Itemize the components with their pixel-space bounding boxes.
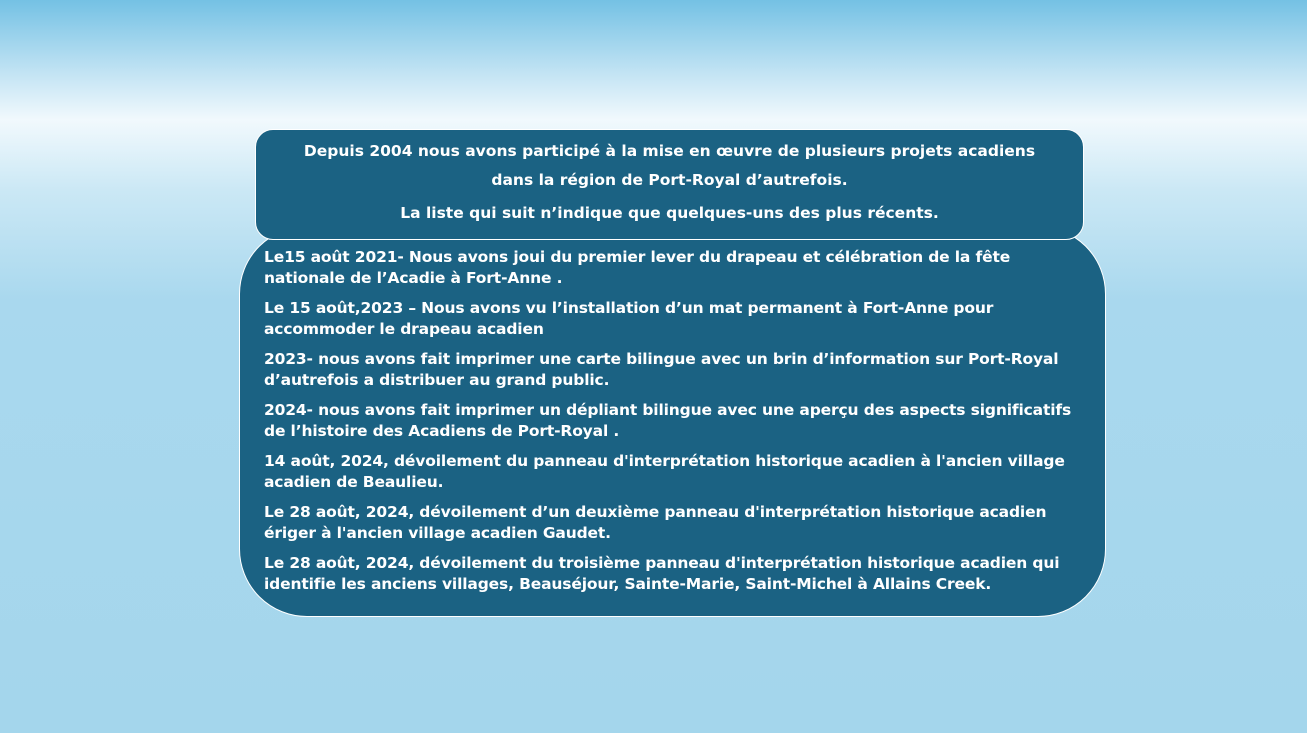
- list-item: 2024- nous avons fait imprimer un dépliant bilingue avec une aperçu des aspects significatifs de l’histoire des Acadiens de Port-Royal .: [264, 401, 1072, 440]
- intro-line-1: Depuis 2004 nous avons participé à la mise en œuvre de plusieurs projets acadiens: [303, 142, 1036, 160]
- projects-list: [264, 247, 1084, 604]
- intro-line-2: dans la région de Port-Royal d’autrefois.: [491, 171, 848, 189]
- list-item: Le 28 août, 2024, dévoilement d’un deuxième panneau d'interprétation historique acadien ériger à l'ancien village acadien Gaudet.: [264, 503, 1047, 542]
- list-item: 2023- nous avons fait imprimer une carte bilingue avec un brin d’information sur Port-Royal d’autrefois a distribuer au grand public.: [264, 350, 1059, 389]
- intro-line-3: La liste qui suit n’indique que quelques-uns des plus récents.: [400, 204, 939, 222]
- list-item: 14 août, 2024, dévoilement du panneau d'interprétation historique acadien à l'ancien village acadien de Beaulieu.: [264, 452, 1065, 491]
- list-item: Le15 août 2021- Nous avons joui du premier lever du drapeau et célébration de la fête nationale de l’Acadie à Fort-Anne .: [264, 248, 1011, 287]
- intro-box: [255, 129, 1084, 240]
- list-item: Le 15 août,2023 – Nous avons vu l’installation d’un mat permanent à Fort-Anne pour accommoder le drapeau acadien: [264, 299, 994, 338]
- projects-list-box: [239, 226, 1106, 617]
- list-item: Le 28 août, 2024, dévoilement du troisième panneau d'interprétation historique acadien qui identifie les anciens villages, Beauséjour, Sainte-Marie, Saint-Michel à Allains Creek.: [264, 554, 1060, 593]
